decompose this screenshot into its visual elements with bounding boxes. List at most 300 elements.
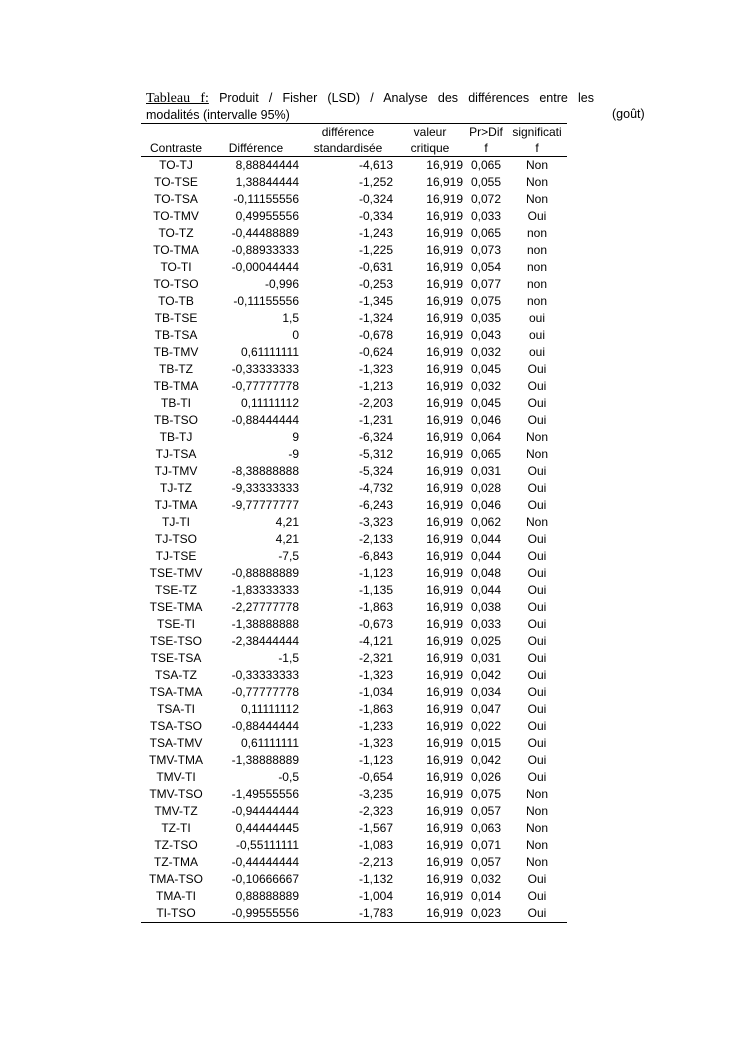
cell-valeur-critique: 16,919 (426, 872, 463, 886)
table-row (141, 769, 567, 786)
cell-significatif: Oui (527, 702, 547, 716)
header-difference: Différence (211, 124, 301, 157)
cell-difference: 1,38844444 (235, 175, 299, 189)
table-row (141, 582, 567, 599)
cell-contraste: TJ-TMA (154, 498, 198, 512)
table-row (141, 684, 567, 701)
cell-pr-dif: 0,023 (470, 906, 502, 920)
cell-significatif: Oui (527, 668, 547, 682)
cell-diff-standardisee: -4,121 (358, 634, 393, 648)
cell-contraste: TB-TSE (154, 311, 198, 325)
cell-diff-standardisee: -6,843 (358, 549, 393, 563)
header-valeur-critique: valeur critique (395, 124, 465, 157)
cell-contraste: TZ-TMA (154, 855, 198, 869)
cell-difference: 0,11111112 (240, 702, 299, 716)
cell-contraste: TO-TSE (154, 175, 198, 189)
cell-significatif: Oui (527, 634, 547, 648)
cell-difference: -9,77777777 (231, 498, 299, 512)
cell-significatif: Non (525, 192, 548, 206)
cell-pr-dif: 0,042 (470, 753, 502, 767)
cell-diff-standardisee: -1,034 (358, 685, 393, 699)
cell-significatif: non (526, 277, 548, 291)
cell-valeur-critique: 16,919 (426, 345, 463, 359)
cell-significatif: Oui (527, 362, 547, 376)
cell-pr-dif: 0,055 (470, 175, 502, 189)
table-row (141, 412, 567, 429)
table-row (141, 463, 567, 480)
cell-diff-standardisee: -2,323 (358, 804, 393, 818)
table-row (141, 650, 567, 667)
cell-contraste: TSE-TI (157, 617, 195, 631)
cell-contraste: TSA-TMV (149, 736, 203, 750)
caption-text: Produit / Fisher (LSD) / Analyse des différences entre les (219, 91, 594, 105)
cell-valeur-critique: 16,919 (426, 855, 463, 869)
cell-difference: 8,88844444 (235, 158, 299, 172)
cell-significatif: Oui (527, 583, 547, 597)
table-row (141, 905, 567, 923)
cell-contraste: TO-TMV (153, 209, 199, 223)
cell-contraste: TO-TI (160, 260, 192, 274)
cell-valeur-critique: 16,919 (426, 226, 463, 240)
cell-diff-standardisee: -6,324 (358, 430, 393, 444)
cell-contraste: TO-TB (158, 294, 194, 308)
cell-valeur-critique: 16,919 (426, 787, 463, 801)
table-row (141, 361, 567, 378)
table-row (141, 395, 567, 412)
cell-diff-standardisee: -2,321 (358, 651, 393, 665)
cell-difference: -0,88888889 (231, 566, 299, 580)
cell-significatif: Oui (527, 736, 547, 750)
cell-difference: 0,44444445 (235, 821, 299, 835)
cell-diff-standardisee: -1,243 (358, 226, 393, 240)
cell-valeur-critique: 16,919 (426, 617, 463, 631)
cell-pr-dif: 0,077 (470, 277, 502, 291)
cell-difference: -0,77777778 (231, 379, 299, 393)
cell-diff-standardisee: -1,233 (358, 719, 393, 733)
cell-diff-standardisee: -1,863 (358, 702, 393, 716)
fisher-lsd-table (141, 123, 567, 923)
cell-significatif: oui (528, 328, 545, 342)
cell-contraste: TB-TSA (154, 328, 198, 342)
cell-difference: -0,10666667 (231, 872, 299, 886)
cell-significatif: Oui (527, 600, 547, 614)
cell-contraste: TB-TMA (153, 379, 199, 393)
cell-diff-standardisee: -1,004 (358, 889, 393, 903)
cell-difference: -2,38444444 (231, 634, 299, 648)
cell-contraste: TB-TZ (159, 362, 193, 376)
table-row (141, 446, 567, 463)
table-row (141, 514, 567, 531)
cell-difference: -9 (288, 447, 299, 461)
cell-significatif: Oui (527, 464, 547, 478)
cell-valeur-critique: 16,919 (426, 651, 463, 665)
cell-contraste: TSA-TZ (155, 668, 197, 682)
cell-pr-dif: 0,028 (470, 481, 502, 495)
cell-contraste: TMV-TSO (149, 787, 203, 801)
cell-diff-standardisee: -1,567 (358, 821, 393, 835)
cell-significatif: oui (528, 311, 545, 325)
cell-contraste: TO-TMA (153, 243, 199, 257)
cell-contraste: TB-TJ (159, 430, 193, 444)
cell-pr-dif: 0,045 (470, 362, 502, 376)
cell-significatif: Oui (527, 651, 547, 665)
cell-valeur-critique: 16,919 (426, 277, 463, 291)
cell-contraste: TSE-TSO (149, 634, 202, 648)
cell-valeur-critique: 16,919 (426, 719, 463, 733)
cell-pr-dif: 0,046 (470, 498, 502, 512)
cell-significatif: Non (525, 821, 548, 835)
cell-diff-standardisee: -2,203 (358, 396, 393, 410)
cell-pr-dif: 0,031 (470, 651, 502, 665)
cell-valeur-critique: 16,919 (426, 464, 463, 478)
cell-valeur-critique: 16,919 (426, 583, 463, 597)
caption-line-1 (146, 90, 594, 107)
cell-diff-standardisee: -0,631 (358, 260, 393, 274)
cell-difference: -0,77777778 (231, 685, 299, 699)
table-row (141, 565, 567, 582)
cell-pr-dif: 0,033 (470, 209, 502, 223)
cell-difference: -8,38888888 (231, 464, 299, 478)
table-row (141, 276, 567, 293)
cell-valeur-critique: 16,919 (426, 753, 463, 767)
table-body (141, 157, 567, 923)
cell-significatif: Non (525, 175, 548, 189)
cell-pr-dif: 0,044 (470, 583, 502, 597)
cell-contraste: TSE-TMA (149, 600, 203, 614)
cell-diff-standardisee: -4,732 (358, 481, 393, 495)
header-pr-dif: Pr>Dif f (465, 124, 507, 157)
cell-diff-standardisee: -0,654 (358, 770, 393, 784)
cell-difference: -1,5 (278, 651, 299, 665)
table-row (141, 242, 567, 259)
cell-contraste: TSA-TI (157, 702, 195, 716)
cell-valeur-critique: 16,919 (426, 328, 463, 342)
caption-label: Tableau f: (146, 91, 209, 106)
cell-diff-standardisee: -6,243 (358, 498, 393, 512)
cell-contraste: TJ-TSA (155, 447, 197, 461)
table-row (141, 225, 567, 242)
cell-diff-standardisee: -1,225 (358, 243, 393, 257)
table-header-row (141, 124, 567, 157)
cell-significatif: Oui (527, 209, 547, 223)
header-contraste: Contraste (141, 124, 211, 157)
cell-contraste: TMA-TSO (149, 872, 203, 886)
table-row (141, 837, 567, 854)
cell-significatif: Oui (527, 906, 547, 920)
cell-pr-dif: 0,043 (470, 328, 502, 342)
cell-difference: -0,11155556 (233, 294, 299, 308)
caption-gout: (goût) (612, 107, 645, 121)
cell-pr-dif: 0,072 (470, 192, 502, 206)
cell-contraste: TB-TMV (153, 345, 199, 359)
cell-valeur-critique: 16,919 (426, 634, 463, 648)
table-row (141, 378, 567, 395)
cell-pr-dif: 0,025 (470, 634, 502, 648)
cell-diff-standardisee: -1,323 (358, 668, 393, 682)
table-row (141, 735, 567, 752)
cell-valeur-critique: 16,919 (426, 889, 463, 903)
table-row (141, 208, 567, 225)
cell-pr-dif: 0,026 (470, 770, 502, 784)
cell-difference: -0,00044444 (231, 260, 299, 274)
cell-pr-dif: 0,057 (470, 855, 502, 869)
cell-valeur-critique: 16,919 (426, 498, 463, 512)
cell-diff-standardisee: -1,083 (358, 838, 393, 852)
cell-valeur-critique: 16,919 (426, 209, 463, 223)
cell-significatif: non (526, 260, 548, 274)
cell-pr-dif: 0,065 (470, 447, 502, 461)
cell-diff-standardisee: -0,253 (358, 277, 393, 291)
cell-pr-dif: 0,032 (470, 379, 502, 393)
cell-contraste: TI-TSO (156, 906, 196, 920)
cell-valeur-critique: 16,919 (426, 532, 463, 546)
cell-contraste: TJ-TSO (155, 532, 197, 546)
cell-contraste: TO-TZ (158, 226, 194, 240)
cell-pr-dif: 0,071 (470, 838, 502, 852)
table-row (141, 310, 567, 327)
cell-diff-standardisee: -3,323 (358, 515, 393, 529)
cell-diff-standardisee: -4,613 (358, 158, 393, 172)
header-significatif: significati f (507, 124, 567, 157)
cell-valeur-critique: 16,919 (426, 906, 463, 920)
cell-difference: -1,49555556 (231, 787, 299, 801)
cell-contraste: TSA-TMA (149, 685, 203, 699)
cell-valeur-critique: 16,919 (426, 430, 463, 444)
cell-significatif: non (526, 243, 548, 257)
cell-contraste: TMV-TMA (149, 753, 203, 767)
table-row (141, 259, 567, 276)
cell-pr-dif: 0,045 (470, 396, 502, 410)
table-row (141, 786, 567, 803)
cell-difference: -0,55111111 (236, 838, 299, 852)
cell-difference: 0,88888889 (235, 889, 299, 903)
cell-pr-dif: 0,035 (470, 311, 502, 325)
cell-valeur-critique: 16,919 (426, 770, 463, 784)
cell-significatif: Non (525, 855, 548, 869)
cell-difference: -0,88444444 (231, 719, 299, 733)
cell-contraste: TZ-TSO (154, 838, 198, 852)
cell-contraste: TO-TSA (154, 192, 198, 206)
cell-pr-dif: 0,046 (470, 413, 502, 427)
cell-valeur-critique: 16,919 (426, 158, 463, 172)
table-row (141, 752, 567, 769)
cell-significatif: Oui (527, 617, 547, 631)
cell-pr-dif: 0,075 (470, 787, 502, 801)
cell-difference: 0,61111111 (240, 345, 299, 359)
cell-significatif: Oui (527, 872, 547, 886)
cell-valeur-critique: 16,919 (426, 702, 463, 716)
cell-contraste: TJ-TI (162, 515, 190, 529)
table-row (141, 548, 567, 565)
table-row (141, 616, 567, 633)
cell-valeur-critique: 16,919 (426, 736, 463, 750)
cell-difference: 0,11111112 (240, 396, 299, 410)
table-row (141, 803, 567, 820)
cell-valeur-critique: 16,919 (426, 243, 463, 257)
cell-difference: 0,49955556 (235, 209, 299, 223)
cell-pr-dif: 0,047 (470, 702, 502, 716)
cell-valeur-critique: 16,919 (426, 379, 463, 393)
cell-significatif: Oui (527, 396, 547, 410)
cell-valeur-critique: 16,919 (426, 294, 463, 308)
cell-contraste: TMA-TI (156, 889, 196, 903)
cell-difference: 0 (292, 328, 299, 342)
cell-contraste: TMV-TZ (154, 804, 198, 818)
cell-difference: -9,33333333 (231, 481, 299, 495)
cell-difference: -0,44444444 (231, 855, 299, 869)
table-row (141, 871, 567, 888)
cell-contraste: TSE-TZ (155, 583, 197, 597)
cell-significatif: Oui (527, 549, 547, 563)
cell-diff-standardisee: -1,231 (358, 413, 393, 427)
table-row (141, 854, 567, 871)
cell-significatif: oui (528, 345, 545, 359)
cell-valeur-critique: 16,919 (426, 396, 463, 410)
cell-contraste: TSA-TSO (149, 719, 202, 733)
cell-difference: -0,996 (264, 277, 299, 291)
cell-valeur-critique: 16,919 (426, 515, 463, 529)
cell-difference: 0,61111111 (240, 736, 299, 750)
cell-significatif: Non (525, 430, 548, 444)
cell-valeur-critique: 16,919 (426, 192, 463, 206)
cell-pr-dif: 0,015 (470, 736, 502, 750)
cell-difference: -0,33333333 (231, 668, 299, 682)
cell-significatif: Oui (527, 770, 547, 784)
cell-significatif: Non (525, 787, 548, 801)
cell-valeur-critique: 16,919 (426, 685, 463, 699)
cell-difference: -1,38888889 (231, 753, 299, 767)
cell-diff-standardisee: -0,673 (358, 617, 393, 631)
table-row (141, 633, 567, 650)
cell-valeur-critique: 16,919 (426, 838, 463, 852)
cell-pr-dif: 0,034 (470, 685, 502, 699)
cell-difference: -0,99555556 (231, 906, 299, 920)
cell-pr-dif: 0,063 (470, 821, 502, 835)
table-row (141, 191, 567, 208)
table-row (141, 429, 567, 446)
cell-difference: 4,21 (275, 515, 299, 529)
cell-valeur-critique: 16,919 (426, 311, 463, 325)
cell-diff-standardisee: -1,345 (358, 294, 393, 308)
cell-contraste: TSE-TSA (150, 651, 202, 665)
cell-diff-standardisee: -0,324 (358, 192, 393, 206)
cell-diff-standardisee: -1,783 (358, 906, 393, 920)
cell-valeur-critique: 16,919 (426, 260, 463, 274)
table-row (141, 667, 567, 684)
cell-difference: 1,5 (282, 311, 299, 325)
cell-pr-dif: 0,014 (470, 889, 502, 903)
cell-difference: -0,88444444 (231, 413, 299, 427)
table-caption (146, 90, 594, 124)
table-row (141, 157, 567, 175)
cell-significatif: Non (525, 158, 548, 172)
cell-valeur-critique: 16,919 (426, 804, 463, 818)
cell-difference: -0,94444444 (231, 804, 299, 818)
cell-pr-dif: 0,065 (470, 226, 502, 240)
table-row (141, 480, 567, 497)
table-row (141, 344, 567, 361)
cell-valeur-critique: 16,919 (426, 175, 463, 189)
cell-significatif: Non (525, 804, 548, 818)
cell-contraste: TMV-TI (156, 770, 196, 784)
cell-contraste: TB-TI (161, 396, 191, 410)
cell-pr-dif: 0,038 (470, 600, 502, 614)
caption-line-2: modalités (intervalle 95%) (146, 108, 290, 122)
cell-diff-standardisee: -1,123 (358, 753, 393, 767)
cell-significatif: Oui (527, 413, 547, 427)
cell-significatif: Oui (527, 719, 547, 733)
cell-significatif: Oui (527, 498, 547, 512)
cell-difference: -7,5 (278, 549, 299, 563)
cell-pr-dif: 0,042 (470, 668, 502, 682)
cell-pr-dif: 0,054 (470, 260, 502, 274)
cell-valeur-critique: 16,919 (426, 447, 463, 461)
cell-contraste: TSE-TMV (149, 566, 203, 580)
cell-valeur-critique: 16,919 (426, 549, 463, 563)
cell-contraste: TJ-TSE (155, 549, 197, 563)
cell-pr-dif: 0,031 (470, 464, 502, 478)
cell-diff-standardisee: -1,863 (358, 600, 393, 614)
cell-diff-standardisee: -1,123 (358, 566, 393, 580)
cell-difference: 4,21 (275, 532, 299, 546)
cell-diff-standardisee: -0,624 (358, 345, 393, 359)
cell-contraste: TJ-TMV (154, 464, 198, 478)
cell-significatif: Oui (527, 753, 547, 767)
cell-contraste: TJ-TZ (160, 481, 192, 495)
cell-significatif: non (526, 226, 548, 240)
cell-diff-standardisee: -1,252 (358, 175, 393, 189)
cell-significatif: Non (525, 838, 548, 852)
cell-significatif: Oui (527, 379, 547, 393)
table-row (141, 531, 567, 548)
cell-significatif: Oui (527, 685, 547, 699)
cell-pr-dif: 0,032 (470, 345, 502, 359)
cell-pr-dif: 0,033 (470, 617, 502, 631)
cell-contraste: TO-TSO (153, 277, 199, 291)
cell-pr-dif: 0,064 (470, 430, 502, 444)
cell-pr-dif: 0,044 (470, 549, 502, 563)
cell-pr-dif: 0,075 (470, 294, 502, 308)
cell-difference: -0,11155556 (233, 192, 299, 206)
cell-valeur-critique: 16,919 (426, 362, 463, 376)
cell-valeur-critique: 16,919 (426, 600, 463, 614)
cell-diff-standardisee: -1,323 (358, 736, 393, 750)
cell-difference: -2,27777778 (231, 600, 299, 614)
table-row (141, 293, 567, 310)
cell-significatif: Non (525, 515, 548, 529)
cell-diff-standardisee: -1,132 (358, 872, 393, 886)
cell-pr-dif: 0,065 (470, 158, 502, 172)
cell-valeur-critique: 16,919 (426, 566, 463, 580)
cell-significatif: Oui (527, 481, 547, 495)
table-row (141, 820, 567, 837)
cell-pr-dif: 0,048 (470, 566, 502, 580)
cell-diff-standardisee: -0,678 (358, 328, 393, 342)
table-row (141, 701, 567, 718)
table-row (141, 497, 567, 514)
cell-significatif: non (526, 294, 548, 308)
cell-contraste: TB-TSO (154, 413, 198, 427)
cell-valeur-critique: 16,919 (426, 481, 463, 495)
cell-diff-standardisee: -1,213 (358, 379, 393, 393)
cell-difference: 9 (292, 430, 299, 444)
cell-significatif: Oui (527, 889, 547, 903)
cell-contraste: TZ-TI (161, 821, 191, 835)
cell-valeur-critique: 16,919 (426, 413, 463, 427)
cell-diff-standardisee: -1,135 (358, 583, 393, 597)
cell-diff-standardisee: -3,235 (358, 787, 393, 801)
cell-diff-standardisee: -5,312 (358, 447, 393, 461)
